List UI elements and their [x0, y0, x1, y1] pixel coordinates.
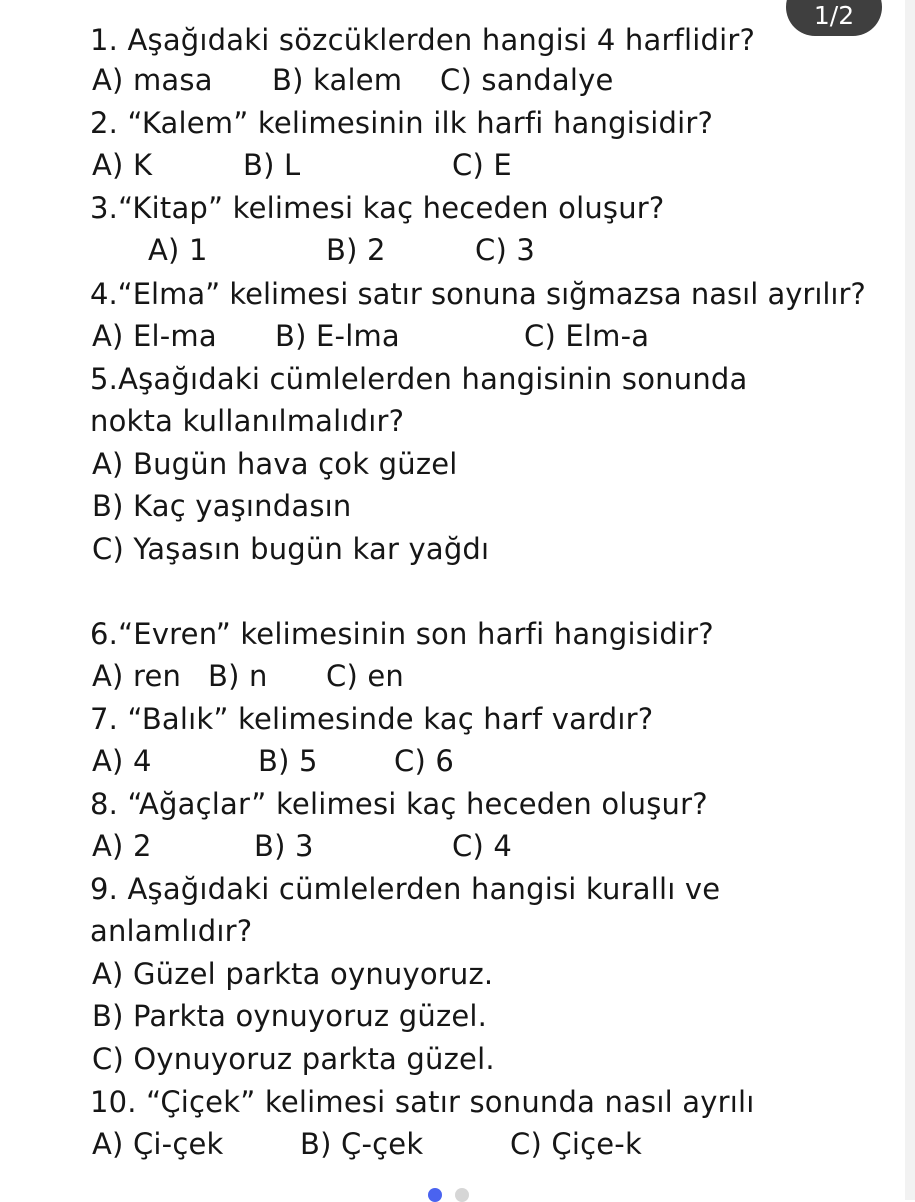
option-b: B) L — [243, 148, 301, 182]
question-6-text: 6.“Evren” kelimesinin son harfi hangisidir? — [90, 617, 714, 651]
option-b: B) 5 — [258, 744, 318, 778]
question-2-text: 2. “Kalem” kelimesinin ilk harfi hangisidir? — [90, 106, 714, 140]
option-b: B) Kaç yaşındasın — [92, 489, 352, 523]
option-a: A) 2 — [92, 829, 152, 863]
option-a: A) Güzel parkta oynuyoruz. — [92, 957, 494, 991]
option-b: B) Ç-çek — [300, 1127, 424, 1161]
option-a: A) 1 — [148, 233, 208, 267]
option-b: B) 3 — [254, 829, 314, 863]
option-a: A) 4 — [92, 744, 152, 778]
option-c: C) 4 — [452, 829, 513, 863]
option-c: C) Elm-a — [524, 319, 650, 353]
option-a: A) Bugün hava çok güzel — [92, 447, 458, 481]
option-b: B) 2 — [326, 233, 386, 267]
option-c: C) sandalye — [440, 63, 614, 97]
option-a: A) El-ma — [92, 319, 217, 353]
option-b: B) kalem — [272, 63, 403, 97]
question-7-text: 7. “Balık” kelimesinde kaç harf vardır? — [90, 702, 654, 736]
option-c: C) E — [452, 148, 512, 182]
option-b: B) E-lma — [275, 319, 400, 353]
page-counter-badge: 1/2 — [786, 0, 882, 36]
option-c: C) 3 — [475, 233, 536, 267]
question-4-text: 4.“Elma” kelimesi satır sonuna sığmazsa nasıl ayrılır? — [90, 277, 866, 311]
option-a: A) K — [92, 148, 153, 182]
edge-strip — [905, 0, 915, 1200]
option-a: A) masa — [92, 63, 213, 97]
option-c: C) Oynuyoruz parkta güzel. — [92, 1042, 495, 1076]
option-b: B) Parkta oynuyoruz güzel. — [92, 999, 488, 1033]
option-c: C) Yaşasın bugün kar yağdı — [92, 532, 490, 566]
option-c: C) 6 — [394, 744, 455, 778]
page-indicator[interactable] — [428, 1188, 478, 1200]
question-5-text-cont: nokta kullanılmalıdır? — [90, 404, 405, 438]
option-a: A) Çi-çek — [92, 1127, 224, 1161]
option-c: C) Çiçe-k — [510, 1127, 642, 1161]
question-10-text: 10. “Çiçek” kelimesi satır sonunda nasıl ayrılı — [90, 1085, 755, 1119]
question-5-text: 5.Aşağıdaki cümlelerden hangisinin sonunda — [90, 362, 748, 396]
question-1-text: 1. Aşağıdaki sözcüklerden hangisi 4 harflidir? — [90, 23, 756, 57]
question-9-text-cont: anlamlıdır? — [90, 914, 253, 948]
option-b: B) n — [208, 659, 268, 693]
option-a: A) ren — [92, 659, 182, 693]
question-8-text: 8. “Ağaçlar” kelimesi kaç heceden oluşur? — [90, 787, 708, 821]
question-9-text: 9. Aşağıdaki cümlelerden hangisi kurallı ve — [90, 872, 721, 906]
option-c: C) en — [326, 659, 405, 693]
question-3-text: 3.“Kitap” kelimesi kaç heceden oluşur? — [90, 191, 665, 225]
